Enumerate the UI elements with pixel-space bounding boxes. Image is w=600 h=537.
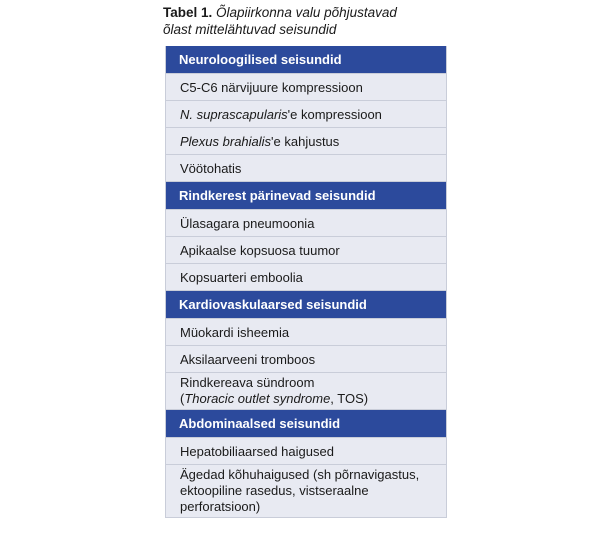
row-text: C5-C6 närvijuure kompressioon: [180, 79, 363, 95]
row-text: , TOS): [330, 391, 369, 406]
row-text: Vöötohatis: [180, 160, 242, 176]
row-text: (: [180, 391, 185, 406]
table-row: [166, 155, 446, 182]
row-text: Ülasagara pneumoonia: [180, 215, 315, 231]
table-row: [166, 319, 446, 346]
table-row: [166, 346, 446, 373]
row-text: ektoopiline rasedus, vistseraalne: [180, 483, 369, 498]
row-text-italic: N. suprascapularis: [180, 106, 288, 122]
row-text: Kopsuarteri emboolia: [180, 269, 303, 285]
row-text: 'e kahjustus: [271, 133, 340, 149]
caption-title-line2: õlast mittelähtuvad seisundid: [163, 22, 337, 37]
row-text: Ägedad kõhuhaigused (sh põrnavigastus,: [180, 467, 420, 482]
caption-title-line1: Õlapiirkonna valu põhjustavad: [212, 5, 397, 20]
row-text-italic: Plexus brahialis: [180, 133, 272, 149]
table-row: [166, 465, 446, 517]
section-header-cardiovascular: Kardiovaskulaarsed seisundid: [166, 291, 446, 319]
row-text: 'e kompressioon: [287, 106, 382, 122]
section-header-abdominal: Abdominaalsed seisundid: [166, 410, 446, 438]
section-header-thoracic: Rindkerest pärinevad seisundid: [166, 182, 446, 210]
row-text: perforatsioon): [180, 499, 261, 514]
table-row: [166, 373, 446, 410]
row-text: Hepatobiliaarsed haigused: [180, 443, 334, 459]
section-header-neurological: Neuroloogilised seisundid: [166, 46, 446, 74]
table-row: [166, 128, 446, 155]
row-text: Rindkereava sündroom: [180, 375, 315, 390]
table-caption: [163, 4, 463, 38]
table-row: [166, 438, 446, 465]
table-row: [166, 237, 446, 264]
table-row: [166, 74, 446, 101]
caption-label: Tabel 1.: [163, 5, 213, 20]
table-row: [166, 101, 446, 128]
row-text-italic: Thoracic outlet syndrome: [184, 391, 331, 406]
row-text: Müokardi isheemia: [180, 324, 290, 340]
conditions-table: [165, 46, 447, 518]
row-text: Apikaalse kopsuosa tuumor: [180, 242, 340, 258]
table-row: [166, 210, 446, 237]
row-text: Aksilaarveeni tromboos: [180, 351, 316, 367]
table-row: [166, 264, 446, 291]
